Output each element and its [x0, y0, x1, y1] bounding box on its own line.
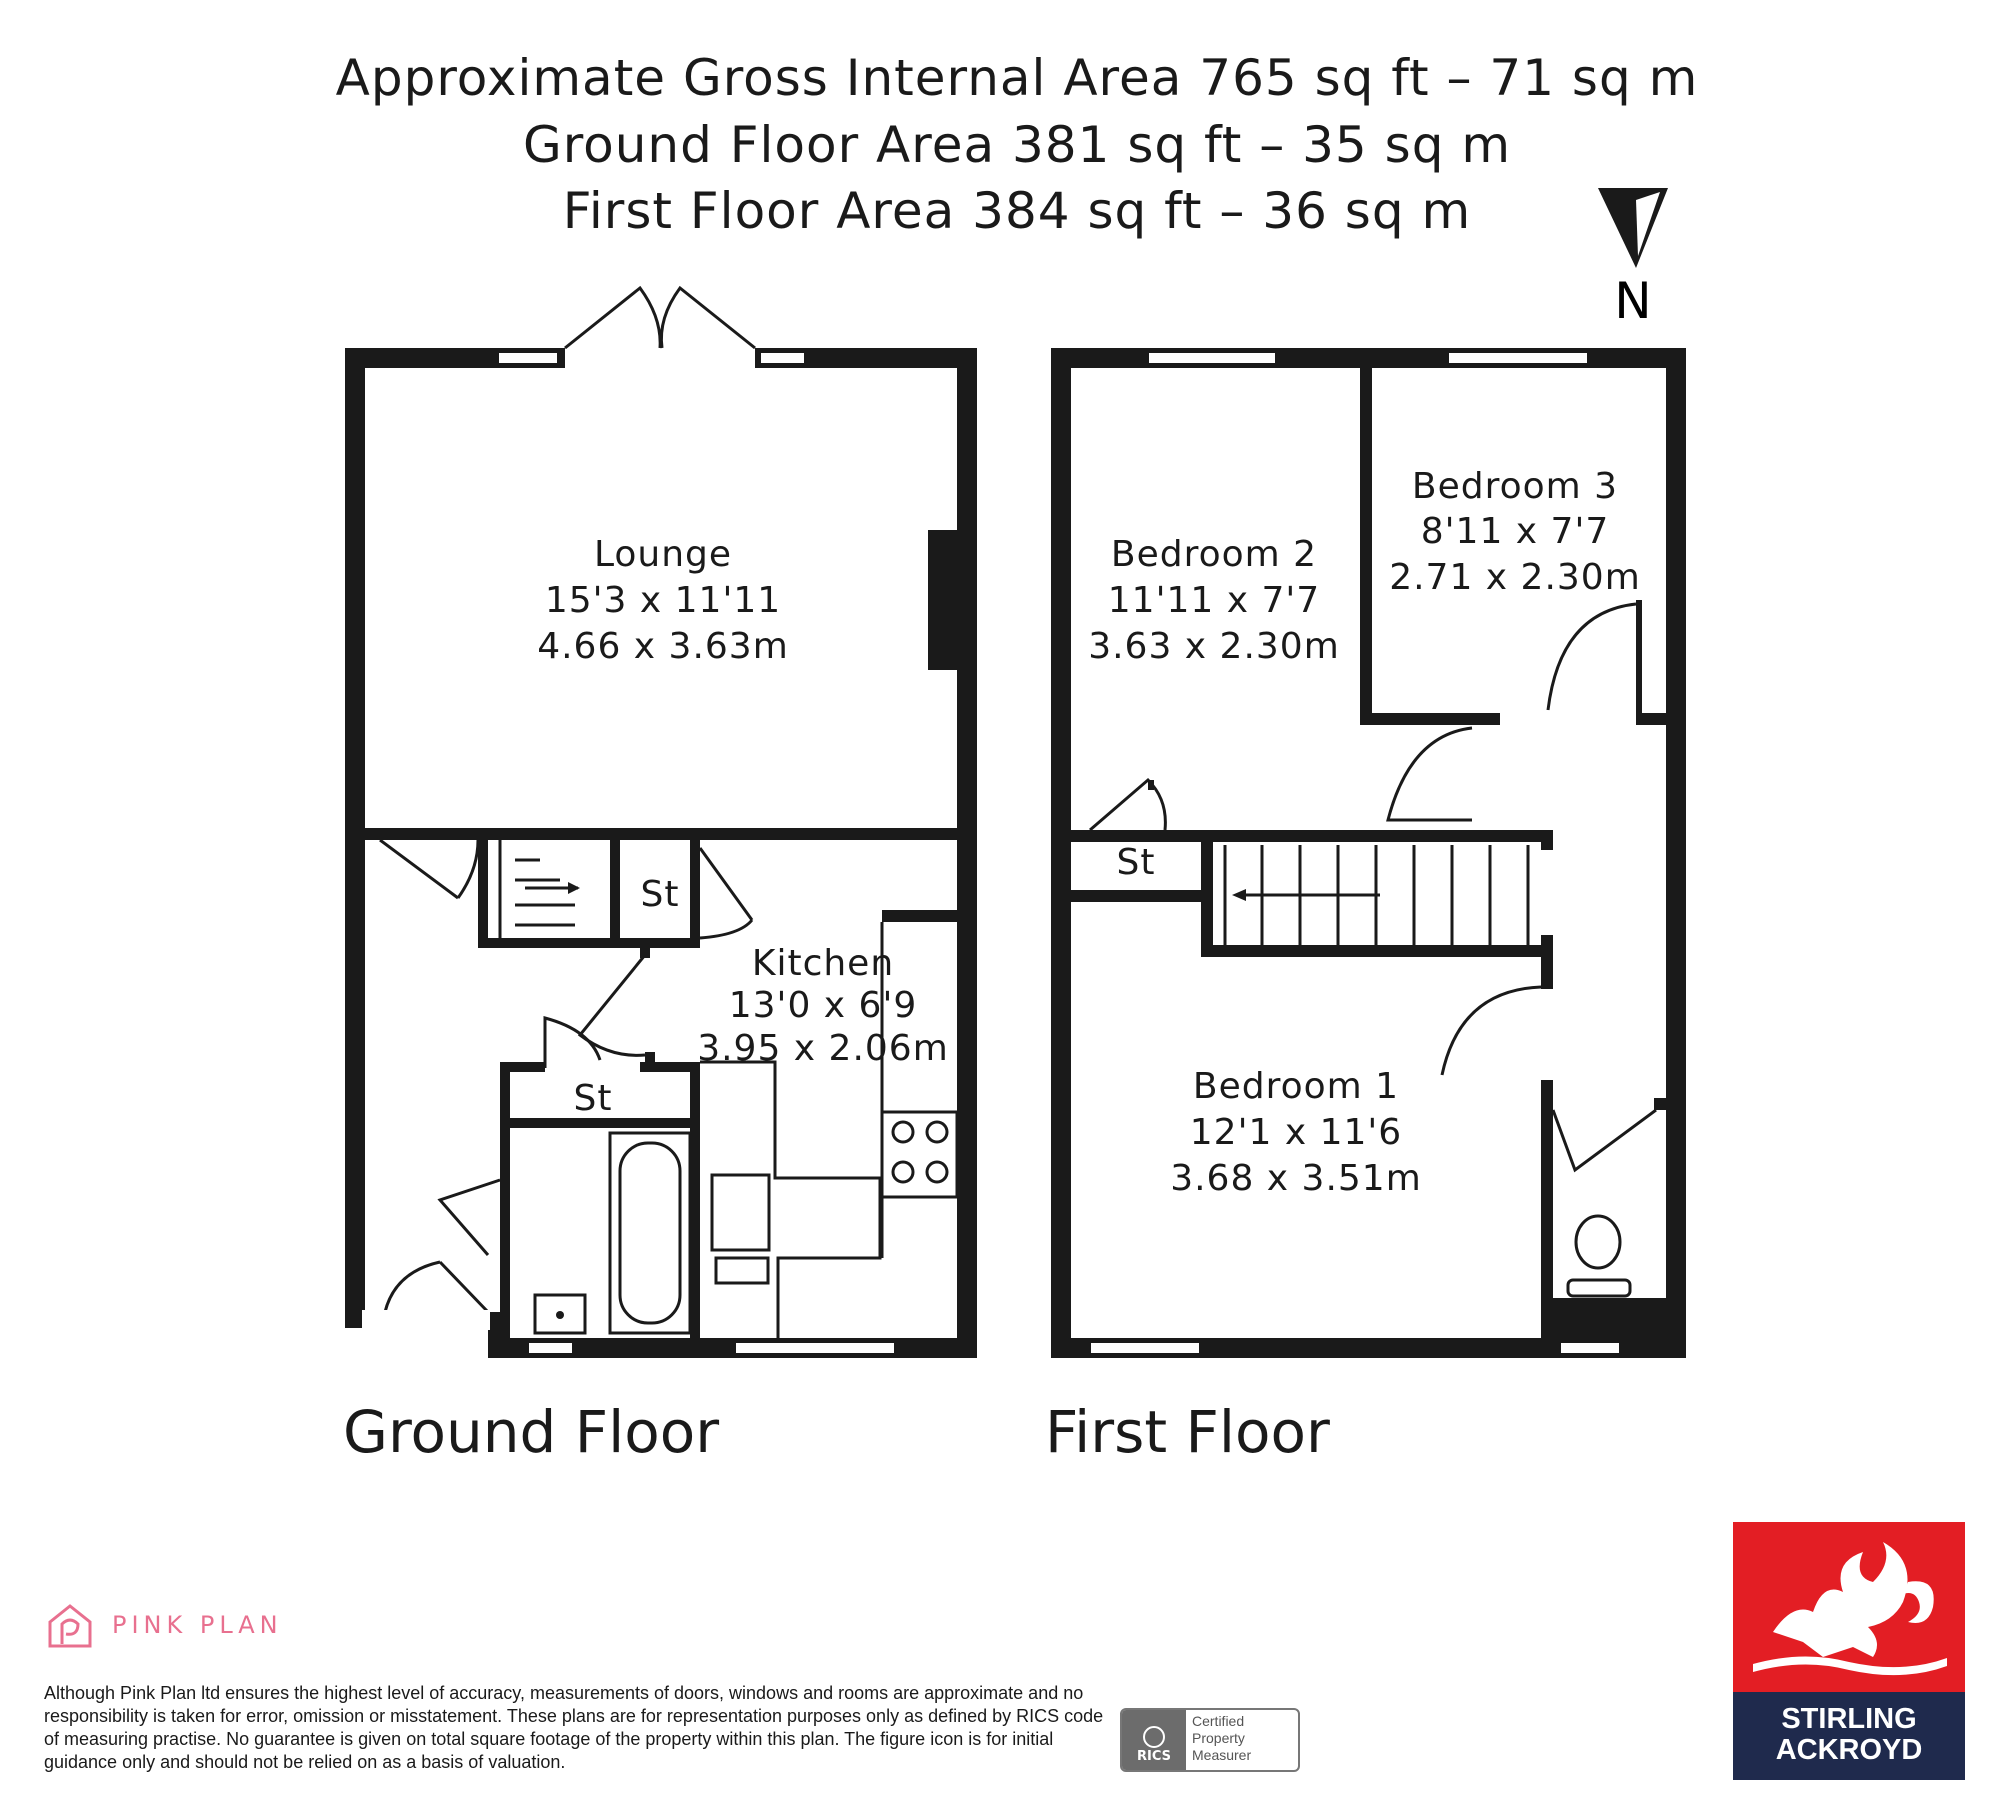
bedroom3-name: Bedroom 3: [1411, 466, 1619, 507]
rics-mark-icon: RICS: [1122, 1710, 1186, 1770]
kitchen-imperial: 13'0 x 6'9: [728, 985, 918, 1026]
bedroom2-name: Bedroom 2: [1110, 534, 1318, 575]
lounge-name: Lounge: [593, 534, 733, 575]
store-upper-label: St: [640, 874, 680, 915]
bedroom1-metric: 3.68 x 3.51m: [1170, 1158, 1422, 1199]
pink-plan-brand: [46, 1602, 283, 1648]
header-ground-area: Ground Floor Area 381 sq ft – 35 sq m: [522, 116, 1512, 174]
header-first-area: First Floor Area 384 sq ft – 36 sq m: [562, 182, 1472, 240]
bedroom1-imperial: 12'1 x 11'6: [1189, 1112, 1403, 1153]
kitchen-metric: 3.95 x 2.06m: [697, 1028, 949, 1069]
first-floor-label: First Floor: [1045, 1398, 1330, 1466]
griffin-emblem-icon: [1733, 1522, 1965, 1692]
first-store-label: St: [1116, 842, 1156, 883]
bedroom3-metric: 2.71 x 2.30m: [1389, 557, 1641, 598]
agent-name: STIRLING ACKROYD: [1733, 1692, 1965, 1780]
lounge-imperial: 15'3 x 11'11: [544, 580, 782, 621]
lounge-metric: 4.66 x 3.63m: [537, 626, 789, 667]
ground-floor-label: Ground Floor: [343, 1398, 720, 1466]
rics-line-2: Property: [1192, 1730, 1245, 1746]
bedroom2-metric: 3.63 x 2.30m: [1088, 626, 1340, 667]
disclaimer-text: Although Pink Plan ltd ensures the highest level of accuracy, measurements of doors, windows and rooms are approximate and no responsibility is taken for error, omission or misstatement. These plans are for representation purposes only as defined by RICS code of measuring practise. No guarantee is given on total square footage of the property within this plan. The figure icon is for initial guidance only and should not be relied on as a basis of valuation.: [44, 1683, 1104, 1772]
kitchen-name: Kitchen: [751, 943, 895, 984]
bedroom3-imperial: 8'11 x 7'7: [1420, 511, 1610, 552]
rics-certified-badge: [1120, 1708, 1300, 1772]
stirling-ackroyd-logo: [1733, 1522, 1965, 1780]
store-lower-label: St: [573, 1078, 613, 1119]
ground-floor-plan: [345, 288, 977, 1358]
north-arrow-icon: [1598, 188, 1668, 268]
north-label: N: [1614, 272, 1652, 330]
rics-line-1: Certified: [1192, 1713, 1245, 1729]
bedroom2-imperial: 11'11 x 7'7: [1107, 580, 1321, 621]
pink-plan-logo-icon: [46, 1602, 94, 1648]
bedroom1-name: Bedroom 1: [1192, 1066, 1400, 1107]
header-total-area: Approximate Gross Internal Area 765 sq ft – 71 sq m: [335, 49, 1699, 107]
rics-line-3: Measurer: [1192, 1747, 1252, 1763]
pink-plan-name: PINK PLAN: [112, 1611, 283, 1639]
